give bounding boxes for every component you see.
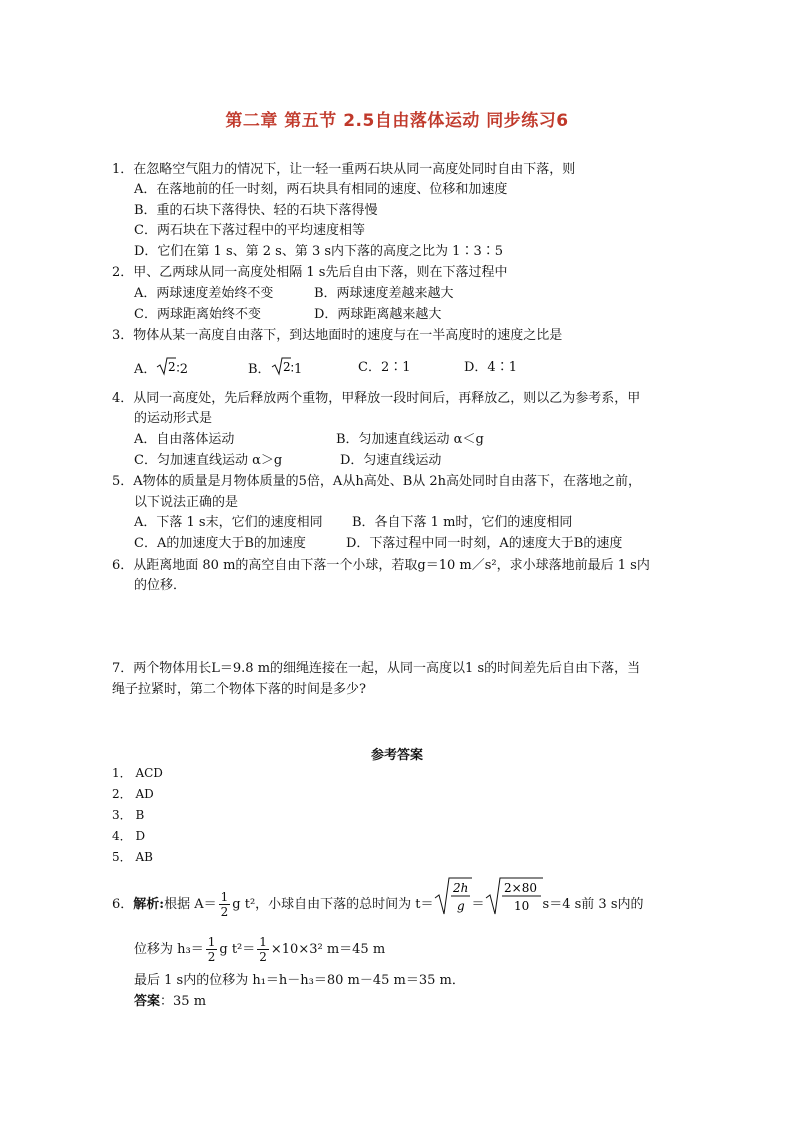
question-4-option-d: D．匀速直线运动	[340, 453, 442, 468]
question-3-option-d: D．4∶1	[464, 360, 517, 375]
solution-text: 根据 A＝	[164, 897, 217, 912]
sqrt-numerator: 2×80	[503, 881, 537, 895]
question-6-stem-line1: 6．从距离地面 80 m的高空自由下落一个小球，若取g＝10 m／s²，求小球落地前最后 1 s内	[112, 558, 650, 573]
page-title: 第二章 第五节 2.5自由落体运动 同步练习6	[225, 111, 569, 131]
question-5-stem-line1: 5．A物体的质量是月物体质量的5倍，A从h高处、B从 2h高处同时自由落下，在落地之前，	[112, 474, 642, 489]
question-4-option-b: B．匀加速直线运动 α＜g	[336, 432, 484, 447]
option-letter: B．	[248, 362, 271, 377]
solution-number: 6．	[112, 897, 134, 912]
solution-text: 位移为 h₃＝	[134, 942, 204, 957]
question-4-stem-line2: 的运动形式是	[134, 411, 213, 426]
question-2-option-a: A．两球速度差始终不变	[134, 286, 274, 301]
question-6-stem-line2: 的位移．	[134, 578, 187, 593]
option-rest: ∶2	[176, 362, 189, 377]
question-3-option-c: C．2∶1	[358, 360, 411, 375]
option-letter: A．	[134, 362, 157, 377]
question-1-option-b: B．重的石块下落得快、轻的石块下落得慢	[134, 203, 378, 218]
question-5-option-b: B．各自下落 1 m时，它们的速度相同	[352, 515, 573, 530]
question-5-option-d: D．下落过程中同一时刻，A的速度大于B的速度	[346, 536, 623, 551]
answer-label: 答案	[134, 994, 161, 1009]
option-rest: ∶1	[290, 362, 303, 377]
question-1-stem: 1．在忽略空气阻力的情况下，让一轻一重两石块从同一高度处同时自由下落，则	[112, 162, 576, 177]
answers-heading: 参考答案	[370, 748, 423, 763]
answer-3: 3． B	[112, 808, 145, 822]
question-2-option-d: D．两球距离越来越大	[314, 307, 442, 322]
solution-label: 解析:	[133, 897, 165, 912]
sqrt-2h-over-g	[434, 876, 472, 933]
question-3-option-b	[248, 356, 302, 383]
question-2-option-c: C．两球距离始终不变	[134, 307, 261, 322]
answer-4: 4． D	[112, 829, 146, 843]
solution-text: ×10×3² m＝45 m	[270, 942, 386, 957]
answer-1: 1． ACD	[112, 766, 163, 780]
sqrt-numerator: 2h	[452, 881, 468, 895]
question-3-option-a	[134, 356, 188, 383]
question-2-option-b: B．两球速度差越来越大	[314, 286, 454, 301]
question-7-stem-line1: 7．两个物体用长L＝9.8 m的细绳连接在一起，从同一高度以1 s的时间差先后自由下落，当	[112, 661, 641, 676]
solution-text: s＝4 s前 3 s内的	[542, 897, 644, 912]
answer-2: 2． AD	[112, 787, 154, 801]
question-1-option-c: C．两石块在下落过程中的平均速度相等	[134, 223, 365, 238]
sqrt-arg: 2	[168, 360, 177, 374]
sqrt-arg: 2	[282, 360, 291, 374]
equals-sign: ＝	[471, 897, 485, 912]
question-1-option-d: D．它们在第 1 s、第 2 s、第 3 s内下落的高度之比为 1∶3∶5	[134, 244, 503, 259]
question-5-stem-line2: 以下说法正确的是	[134, 495, 239, 510]
sqrt-symbol	[156, 356, 176, 383]
answer-5: 5． AB	[112, 850, 153, 864]
solution-6-line3: 最后 1 s内的位移为 h₁＝h－h₃＝80 m－45 m＝35 m．	[134, 973, 465, 988]
question-2-stem: 2．甲、乙两球从同一高度处相隔 1 s先后自由下落，则在下落过程中	[112, 265, 508, 280]
question-1-option-a: A．在落地前的任一时刻，两石块具有相同的速度、位移和加速度	[134, 182, 508, 197]
solution-6-line1	[112, 876, 644, 919]
question-4-stem-line1: 4．从同一高度处，先后释放两个重物，甲释放一段时间后，再释放乙，则以乙为参考系，甲	[112, 391, 641, 406]
sqrt-2x80-over-10	[485, 876, 543, 933]
sqrt-denominator: g	[456, 899, 465, 913]
question-7-stem-line2: 绳子拉紧时，第二个物体下落的时间是多少?	[112, 682, 366, 697]
answer-value: ：35 m	[160, 994, 207, 1009]
fraction-half: $\frac{1}{2}$	[220, 890, 229, 919]
fraction-half: $\frac{1}{2}$	[259, 935, 267, 964]
sqrt-denominator: 10	[513, 899, 529, 913]
question-5-option-c: C．A的加速度大于B的加速度	[134, 536, 306, 551]
sqrt-symbol	[271, 356, 291, 383]
question-4-option-c: C．匀加速直线运动 α＞g	[134, 453, 283, 468]
solution-text: g t²＝	[219, 942, 256, 957]
solution-6-line2	[134, 932, 385, 968]
solution-text: g t²，小球自由下落的总时间为 t＝	[232, 897, 434, 912]
solution-6-answer	[134, 992, 206, 1012]
fraction-half: $\frac{1}{2}$	[207, 935, 216, 964]
question-5-option-a: A．下落 1 s末，它们的速度相同	[134, 515, 323, 530]
question-3-stem: 3．物体从某一高度自由落下，到达地面时的速度与在一半高度时的速度之比是	[112, 328, 563, 343]
question-4-option-a: A．自由落体运动	[134, 432, 235, 447]
